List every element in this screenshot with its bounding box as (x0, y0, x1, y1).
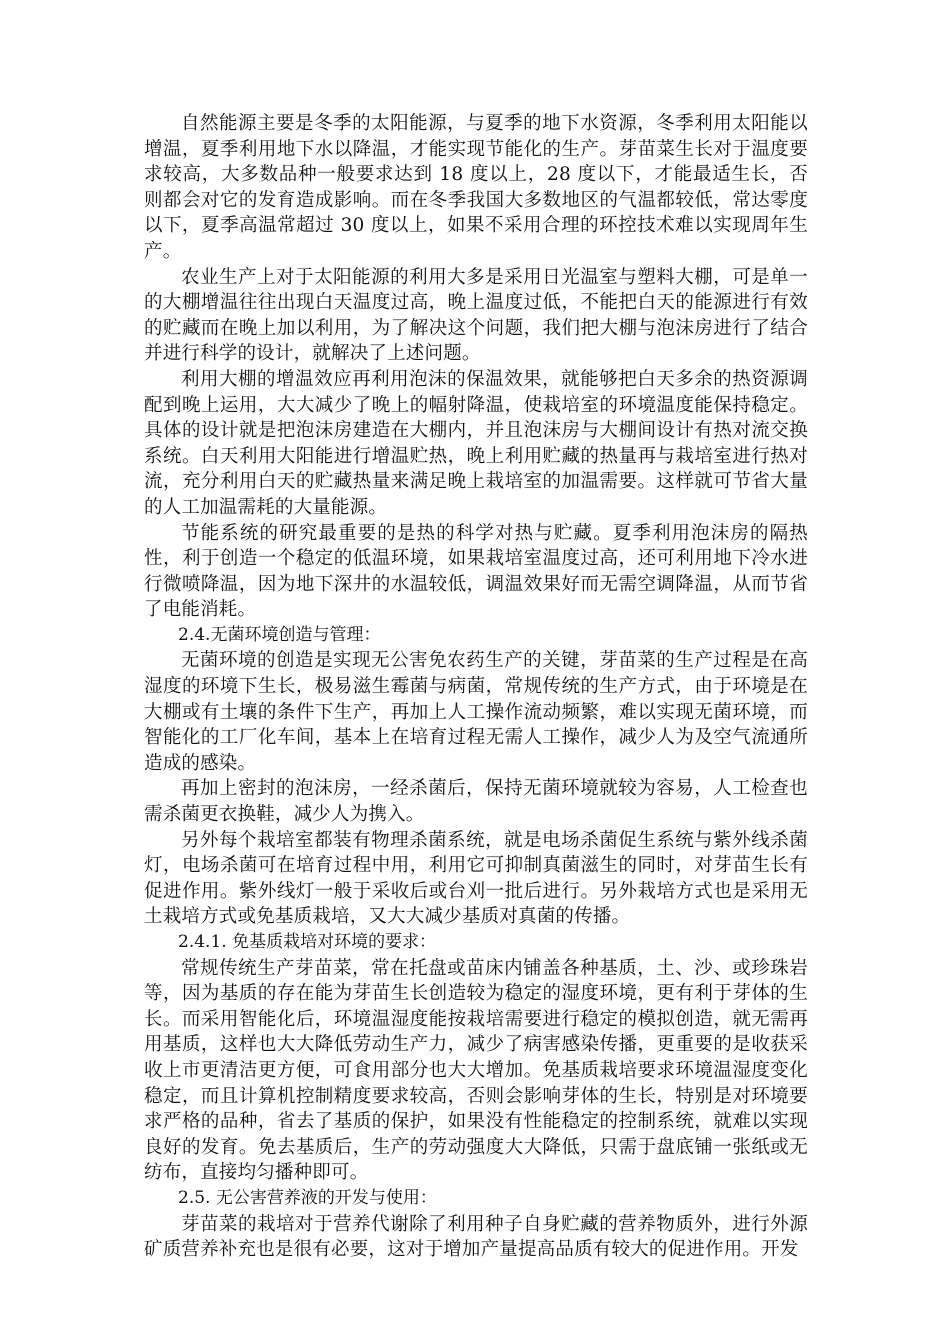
paragraph-sealed-foam-room: 再加上密封的泡沫房，一经杀菌后，保持无菌环境就较为容易，人工检查也需杀菌更衣换鞋，减少人为携入。 (144, 778, 808, 826)
document-page (144, 111, 808, 1263)
paragraph-heat-storage-design: 利用大棚的增温效应再利用泡沫的保温效果，就能够把白天多余的热资源调配到晚上运用，大大减少了晚上的幅射降温，使栽培室的环境温度能保持稳定。具体的设计就是把泡沫房建造在大棚内，并且泡沫房与大棚间设计有热对流交换系统。白天利用大阳能进行增温贮热，晚上利用贮藏的热量再与栽培室进行热对流，充分利用白天的贮藏热量来满足晚上栽培室的加温需要。这样就可节省大量的人工加温需耗的大量能源。 (144, 368, 808, 518)
section-heading-2-4: 2.4.无菌环境创造与管理： (178, 624, 381, 645)
paragraph-solar-greenhouse: 农业生产上对于太阳能源的利用大多是采用日光温室与塑料大棚，可是单一的大棚增温往往出现白天温度过高，晚上温度过低，不能把白天的能源进行有效的贮藏而在晚上加以利用，为了解决这个问题，我们把大棚与泡沫房进行了结合并进行科学的设计，就解决了上述问题。 (144, 266, 808, 365)
paragraph-nutrient-solution: 芽苗菜的栽培对于营养代谢除了利用种子自身贮藏的营养物质外，进行外源矿质营养补充也是很有必要，这对于增加产量提高品质有较大的促进作用。开发 (144, 1213, 808, 1261)
section-heading-2-5: 2.5. 无公害营养液的开发与使用： (178, 1187, 437, 1208)
paragraph-physical-sterilization: 另外每个栽培室都装有物理杀菌系统，就是电场杀菌促生系统与紫外线杀菌灯，电场杀菌可在培育过程中用，利用它可抑制真菌滋生的同时，对芽苗生长有促进作用。紫外线灯一般于采收后或台刈一批后进行。另外栽培方式也是采用无土栽培方式或免基质栽培，又大大减少基质对真菌的传播。 (144, 829, 808, 928)
section-heading-2-4-1: 2.4.1. 免基质栽培对环境的要求： (178, 932, 437, 952)
paragraph-substrate-free-cultivation: 常规传统生产芽苗菜，常在托盘或苗床内铺盖各种基质，土、沙、或珍珠岩等，因为基质的存在能为芽苗生长创造较为稳定的湿度环境，更有利于芽体的生长。而采用智能化后，环境温湿度能按栽培需要进行稳定的模拟创造，就无需再用基质，这样也大大降低劳动生产力，减少了病害感染传播，更重要的是收获采收上市更清洁更方便，可食用部分也大大增加。免基质栽培要求环境温湿度变化稳定，而且计算机控制精度要求较高，否则会影响芽体的生长，特别是对环境要求严格的品种，省去了基质的保护，如果没有性能稳定的控制系统，就难以实现良好的发育。免去基质后，生产的劳动强度大大降低，只需于盘底铺一张纸或无纺布，直接均匀播种即可。 (144, 957, 808, 1184)
paragraph-sterile-environment: 无菌环境的创造是实现无公害免农药生产的关键，芽苗菜的生产过程是在高湿度的环境下生长，极易滋生霉菌与病菌，常规传统的生产方式，由于环境是在大棚或有土壤的条件下生产，再加上人工操作流动频繁，难以实现无菌环境，而智能化的工厂化车间，基本上在培育过程无需人工操作，减少人为及空气流通所造成的感染。 (144, 650, 808, 774)
paragraph-natural-energy: 自然能源主要是冬季的太阳能源，与夏季的地下水资源，冬季利用太阳能以增温，夏季利用地下水以降温，才能实现节能化的生产。芽苗菜生长对于温度要求较高，大多数品种一般要求达到 18 度以上，28 度以下，才能最适生长，否则都会对它的发育造成影响。而在冬季我国大多数地区的气温都较低，常达零度以下，夏季高温常超过 30 度以上，如果不采用合理的环控技术难以实现周年生产。 (144, 113, 808, 262)
paragraph-energy-saving-system: 节能系统的研究最重要的是热的科学对热与贮藏。夏季利用泡沫房的隔热性，利于创造一个稳定的低温环境，如果栽培室温度过高，还可利用地下冷水进行微喷降温，因为地下深井的水温较低，调温效果好而无需空调降温，从而节省了电能消耗。 (144, 522, 808, 621)
